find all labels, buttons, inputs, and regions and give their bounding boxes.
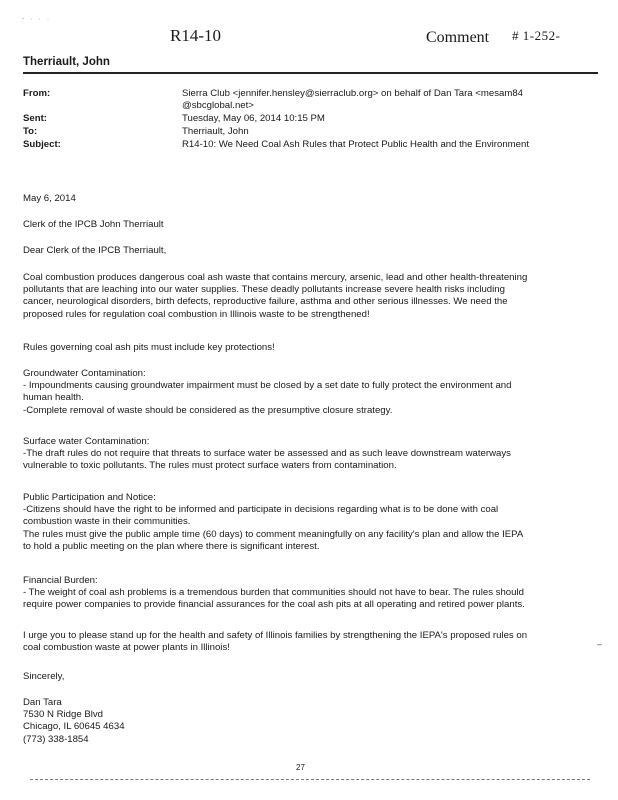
- from-value-continued: @sbcglobal.net>: [182, 100, 254, 111]
- margin-mark: –: [597, 639, 603, 649]
- section-line: - The weight of coal ash problems is a tremendous burden that communities should not have to bear. The rules should: [23, 587, 524, 599]
- intro-paragraph: [23, 272, 575, 321]
- section-line: -Citizens should have the right to be informed and participate in decisions regarding what is to be done with coal: [23, 504, 499, 516]
- comment-label: Comment: [426, 29, 490, 46]
- intro-line: cancer, neurological disorders, birth defects, reproductive failure, asthma and other serious illnesses. We need the: [23, 296, 508, 308]
- public-participation-section: [23, 492, 575, 553]
- section-line: to hold a public meeting on the plan where there is significant interest.: [23, 540, 320, 552]
- section-line: vulnerable to toxic pollutants. The rules must protect surface waters from contamination.: [23, 460, 397, 472]
- intro-line: Coal combustion produces dangerous coal ash waste that contains mercury, arsenic, lead and other health-threatening: [23, 272, 528, 283]
- docket-number: R14-10: [170, 26, 221, 45]
- section-heading: Groundwater Contamination:: [23, 368, 146, 379]
- surface-water-section: [23, 436, 575, 473]
- recipient-name: Therriault, John: [23, 56, 110, 68]
- intro-line: proposed rules for regulation coal combustion in Illinois waste to be strengthened!: [23, 308, 370, 320]
- section-heading: Financial Burden:: [23, 575, 98, 586]
- footer-scan-line: [30, 779, 590, 781]
- signature-address: 7530 N Ridge Blvd: [23, 709, 103, 721]
- from-value: Sierra Club <jennifer.hensley@sierraclub.org> on behalf of Dan Tara <mesam84: [182, 88, 524, 99]
- signature-city: Chicago, IL 60645 4634: [23, 721, 125, 733]
- section-line: The rules must give the public ample time (60 days) to comment meaningfully on any facility's plan and allow the IEPA: [23, 528, 524, 540]
- closing-line: coal combustion waste at power plants in Illinois!: [23, 642, 230, 654]
- sent-value: Tuesday, May 06, 2014 10:15 PM: [182, 113, 325, 124]
- signoff: Sincerely,: [23, 671, 65, 682]
- section-line: -Complete removal of waste should be considered as the presumptive closure strategy.: [23, 404, 393, 416]
- groundwater-section: [23, 368, 575, 417]
- intro-line: pollutants that are leaching into our water supplies. These deadly pollutants increase severe health risks including: [23, 284, 505, 296]
- section-line: -The draft rules do not require that threats to surface water be assessed and as such leave downstream waterways: [23, 448, 511, 460]
- from-label: From:: [23, 88, 51, 99]
- comment-number: # 1-252-: [512, 28, 561, 43]
- rules-statement: Rules governing coal ash pits must include key protections!: [23, 342, 275, 353]
- section-line: - Impoundments causing groundwater impairment must be closed by a set date to fully protect the environment and: [23, 380, 512, 392]
- to-label: To:: [23, 126, 38, 137]
- signature-name: Dan Tara: [23, 697, 62, 708]
- subject-value: R14-10: We Need Coal Ash Rules that Protect Public Health and the Environment: [182, 139, 529, 150]
- financial-burden-section: [23, 575, 575, 612]
- closing-line: I urge you to please stand up for the health and safety of Illinois families by strengthening the IEPA's proposed rules on: [23, 630, 528, 641]
- section-heading: Public Participation and Notice:: [23, 492, 156, 503]
- scan-artifact-mark: - · · ·: [22, 16, 52, 23]
- section-line: human health.: [23, 392, 84, 404]
- section-line: combustion waste in their communities.: [23, 516, 191, 528]
- header-divider: [23, 72, 598, 74]
- letter-salutation: Dear Clerk of the IPCB Therriault,: [23, 245, 167, 256]
- signature-block: [23, 697, 575, 746]
- letter-addressee: Clerk of the IPCB John Therriault: [23, 219, 164, 230]
- subject-label: Subject:: [23, 139, 61, 150]
- page-number: 27: [296, 763, 305, 772]
- signature-phone: (773) 338-1854: [23, 733, 89, 745]
- to-value: Therriault, John: [182, 126, 249, 137]
- letter-date: May 6, 2014: [23, 193, 76, 204]
- section-line: require power companies to provide financial assurances for the coal ash pits at all operating and retired power plants.: [23, 599, 525, 611]
- sent-label: Sent:: [23, 113, 47, 124]
- closing-request: [23, 630, 575, 654]
- section-heading: Surface water Contamination:: [23, 436, 150, 447]
